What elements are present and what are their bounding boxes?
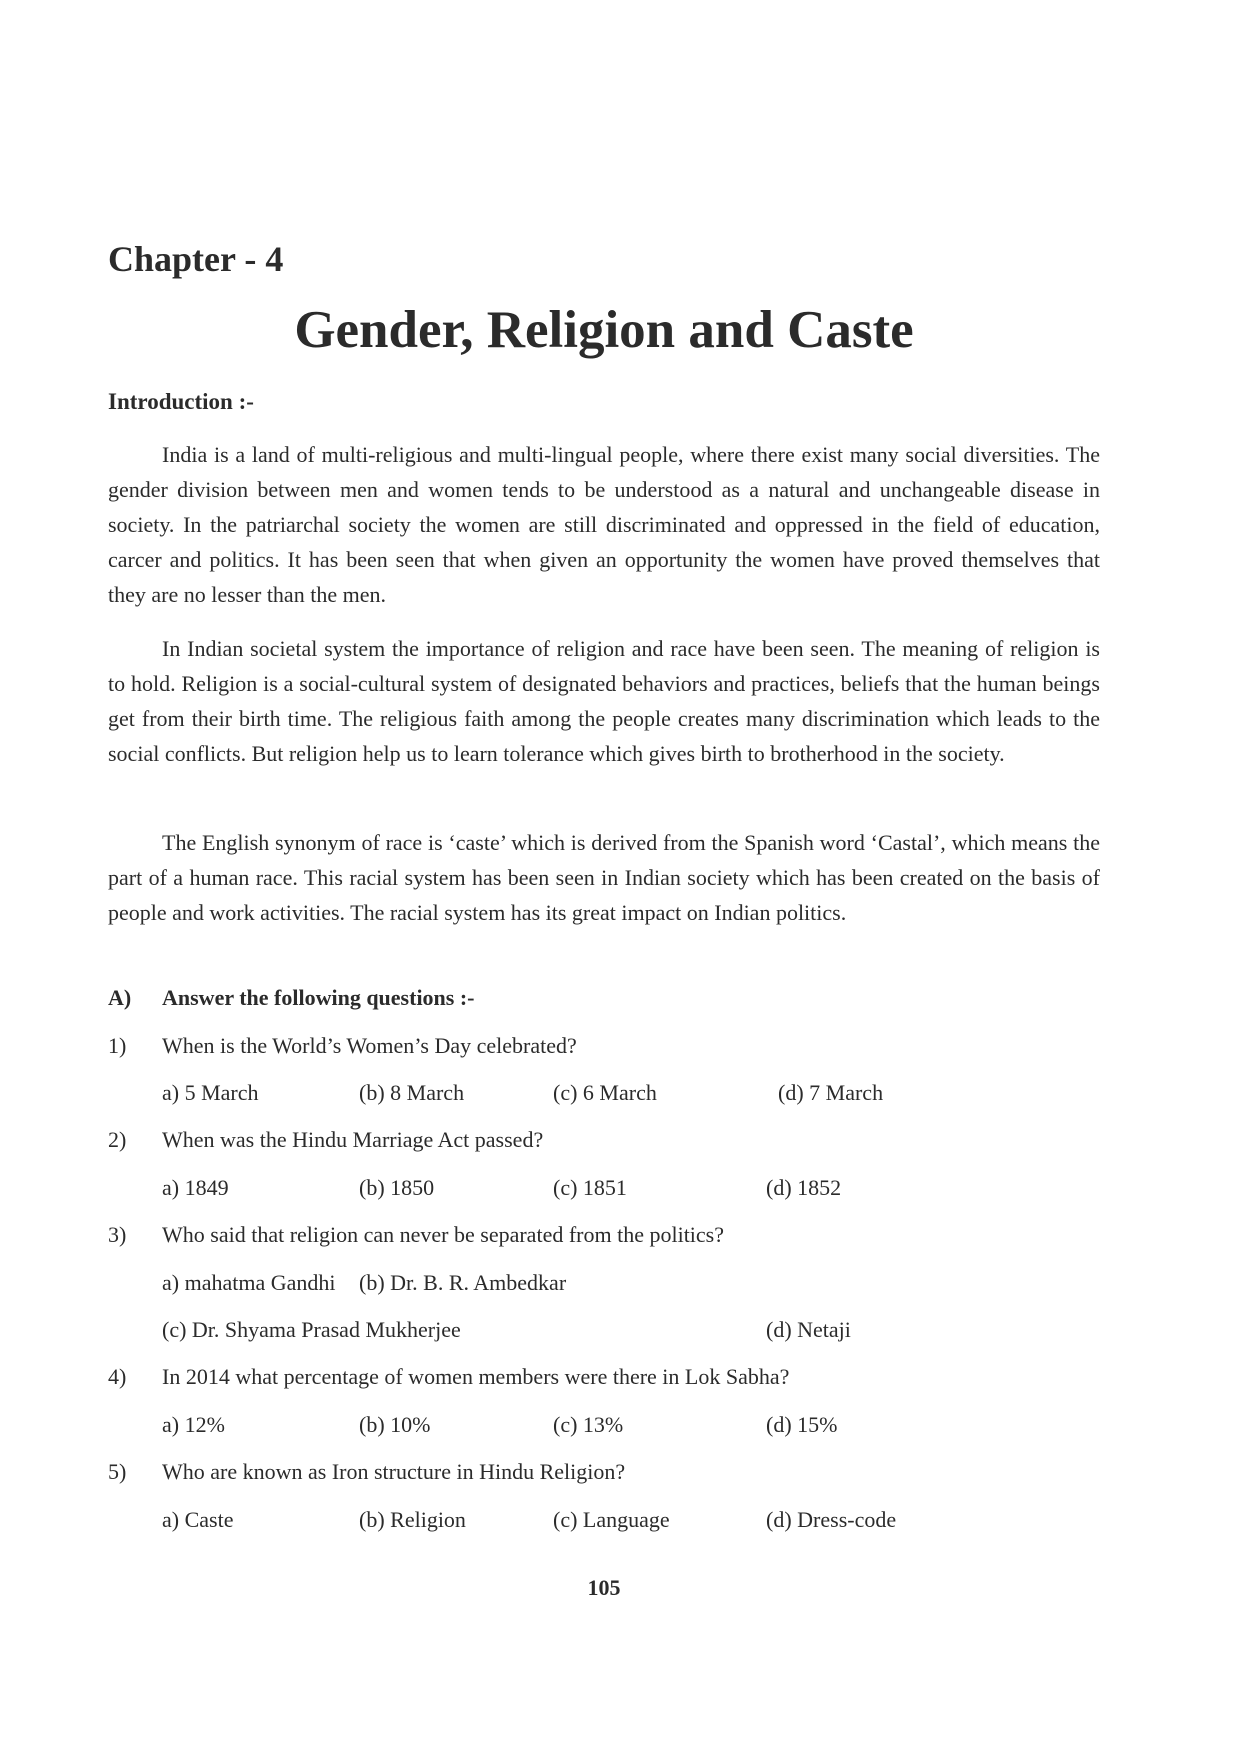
answer-option: (d) 15% (766, 1412, 838, 1437)
intro-paragraph: India is a land of multi-religious and multi-lingual people, where there exist many social diversities. The gender division between men and women tends to be understood as a natural and unchangeable disease in society. In the patriarchal society the women are still discriminated and oppressed in the field of education, carcer and politics. It has been seen that when given an opportunity the women have proved themselves that they are no lesser than the men. (108, 442, 1100, 607)
answer-option: a) 5 March (162, 1080, 259, 1105)
question-number: 2) (108, 1127, 127, 1152)
answer-option: (d) 1852 (766, 1175, 842, 1200)
answer-option: (b) 1850 (359, 1175, 435, 1200)
answer-option: (b) Religion (359, 1507, 466, 1532)
answer-option: (c) Dr. Shyama Prasad Mukherjee (162, 1317, 461, 1342)
answer-option: a) 1849 (162, 1175, 229, 1200)
answer-option: a) Caste (162, 1507, 234, 1532)
question-text: When is the World’s Women’s Day celebrated? (162, 1033, 577, 1058)
chapter-label: Chapter - 4 (108, 239, 284, 279)
answer-option: (d) 7 March (778, 1080, 884, 1105)
section-letter: A) (108, 985, 132, 1010)
question-number: 1) (108, 1033, 127, 1058)
question-text: When was the Hindu Marriage Act passed? (162, 1127, 544, 1152)
chapter-title: Gender, Religion and Caste (294, 301, 914, 359)
answer-option: (d) Dress-code (766, 1507, 897, 1532)
question-number: 5) (108, 1459, 127, 1484)
introduction-heading: Introduction :- (108, 389, 254, 414)
question-number: 4) (108, 1364, 127, 1389)
question-text: Who said that religion can never be separated from the politics? (162, 1222, 725, 1247)
answer-option: (c) 1851 (553, 1175, 627, 1200)
answer-option: (c) 13% (553, 1412, 624, 1437)
question-text: In 2014 what percentage of women members were there in Lok Sabha? (162, 1364, 790, 1389)
answer-option: (d) Netaji (766, 1317, 851, 1342)
intro-paragraph: In Indian societal system the importance of religion and race have been seen. The meaning of religion is to hold. Religion is a social-cultural system of designated behaviors and practices, beliefs that the human beings get from their birth time. The religious faith among the people creates many discrimination which leads to the social conflicts. But religion help us to learn tolerance which gives birth to brotherhood in the society. (108, 636, 1100, 766)
answer-option: a) mahatma Gandhi (162, 1270, 336, 1295)
section-heading: Answer the following questions :- (162, 985, 475, 1010)
answer-option: (b) 8 March (359, 1080, 465, 1105)
answer-option: (b) 10% (359, 1412, 431, 1437)
answer-option: (c) Language (553, 1507, 670, 1532)
question-text: Who are known as Iron structure in Hindu Religion? (162, 1459, 626, 1484)
page-number: 105 (587, 1575, 621, 1600)
answer-option: a) 12% (162, 1412, 225, 1437)
answer-option: (c) 6 March (553, 1080, 657, 1105)
question-number: 3) (108, 1222, 127, 1247)
intro-paragraph: The English synonym of race is ‘caste’ which is derived from the Spanish word ‘Castal’, which means the part of a human race. This racial system has been seen in Indian society which has been created on the basis of people and work activities. The racial system has its great impact on Indian politics. (108, 830, 1100, 925)
answer-option: (b) Dr. B. R. Ambedkar (359, 1270, 567, 1295)
